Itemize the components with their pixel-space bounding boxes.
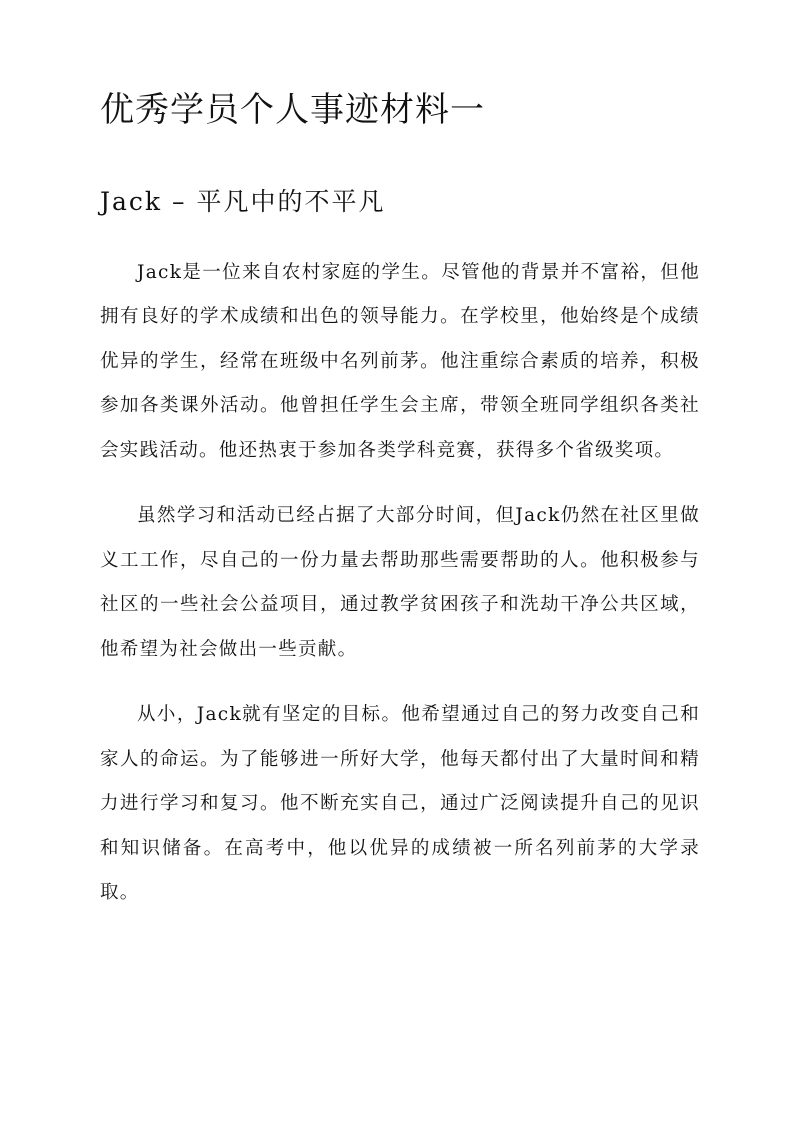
- paragraph-3: 从小，Jack就有坚定的目标。他希望通过自己的努力改变自己和家人的命运。为了能够进一所好大学，他每天都付出了大量时间和精力进行学习和复习。他不断充实自己，通过广泛阅读提升自己的见识和知识储备。在高考中，他以优异的成绩被一所名列前茅的大学录取。: [100, 704, 700, 904]
- document-title: 优秀学员个人事迹材料一: [100, 90, 485, 130]
- paragraph-1: Jack是一位来自农村家庭的学生。尽管他的背景并不富裕，但他拥有良好的学术成绩和出色的领导能力。在学校里，他始终是个成绩优异的学生，经常在班级中名列前茅。他注重综合素质的培养，积极参加各类课外活动。他曾担任学生会主席，带领全班同学组织各类社会实践活动。他还热衷于参加各类学科竞赛，获得多个省级奖项。: [100, 261, 700, 461]
- paragraph-2: 虽然学习和活动已经占据了大部分时间，但Jack仍然在社区里做义工工作，尽自己的一份力量去帮助那些需要帮助的人。他积极参与社区的一些社会公益项目，通过教学贫困孩子和洗劫干净公共区域，他希望为社会做出一些贡献。: [100, 505, 700, 660]
- section-heading: Jack – 平凡中的不平凡: [100, 186, 386, 216]
